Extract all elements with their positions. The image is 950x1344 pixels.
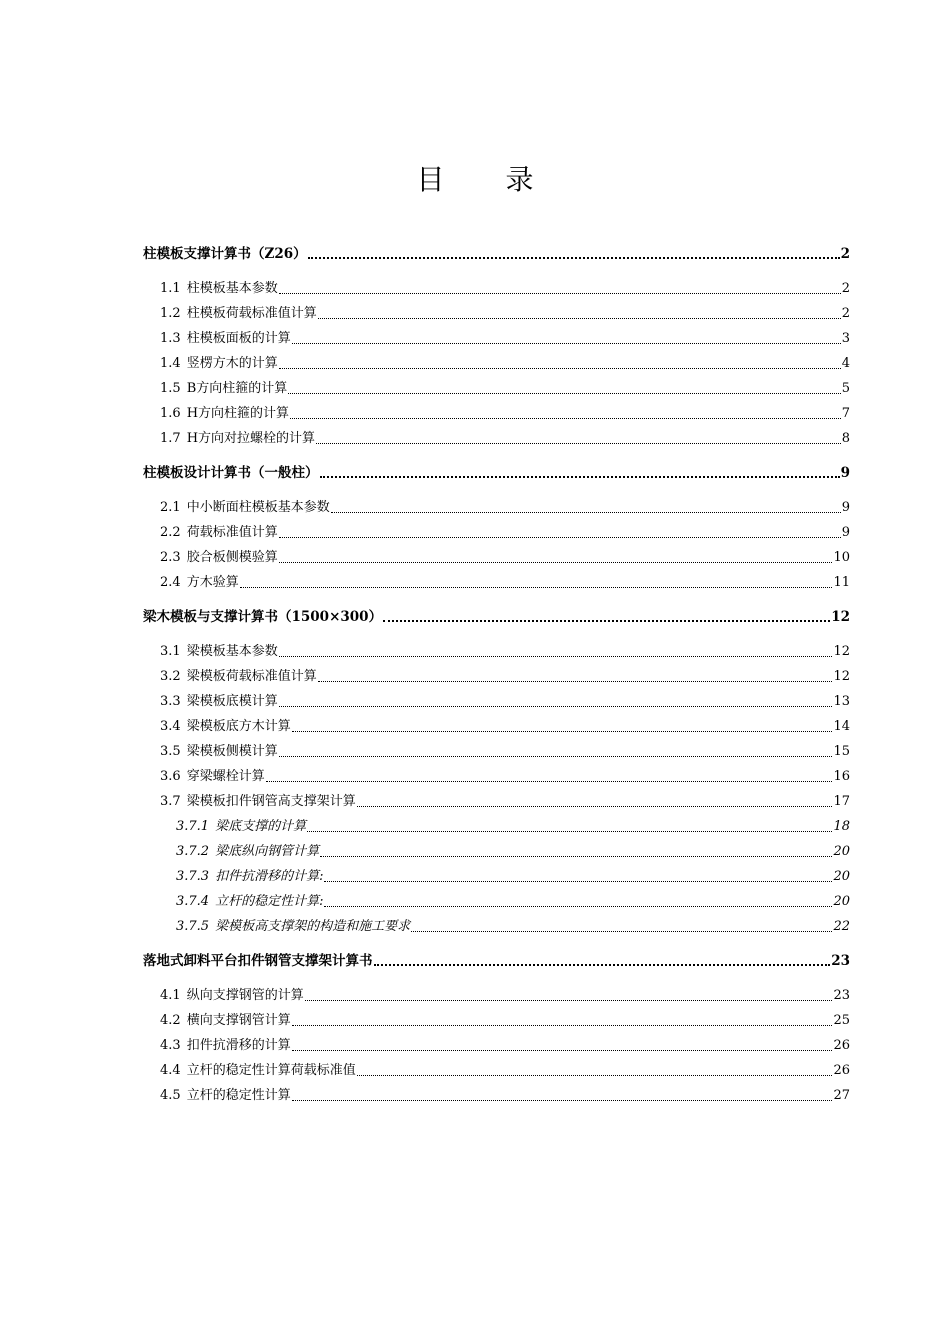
toc-page-number: 13 [833,694,850,709]
toc-page-number: 9 [841,525,850,540]
toc-leader-dots [279,561,833,563]
toc-entry[interactable] [143,1081,850,1106]
toc-leader-dots [240,586,833,588]
toc-entry[interactable] [143,324,850,349]
toc-entry[interactable] [143,399,850,424]
toc-page-number: 10 [833,550,850,565]
toc-page-number: 9 [840,465,850,481]
toc-leader-dots [279,292,841,294]
toc-entry-number: 1.2 [160,306,181,321]
toc-leader-dots [320,855,832,857]
toc-entry-label: 梁模板底方木计算 [186,719,291,734]
toc-page-number: 11 [833,575,850,590]
toc-page-number: 2 [840,246,850,262]
toc-page-number: 27 [833,1088,850,1103]
toc-leader-dots [357,805,833,807]
toc-entry-number: 4.2 [160,1013,181,1028]
toc-subentry[interactable] [143,812,850,837]
toc-entry[interactable] [143,1006,850,1031]
toc-page-number: 23 [831,953,850,969]
toc-entry-label: 竖楞方木的计算 [186,356,278,371]
toc-page-number: 14 [833,719,850,734]
toc-subentry[interactable] [143,887,850,912]
table-of-contents [143,240,850,1106]
toc-entry[interactable] [143,374,850,399]
toc-leader-dots [316,442,841,444]
toc-entry[interactable] [143,349,850,374]
toc-entry-label: 胶合板侧模验算 [186,550,278,565]
toc-page-number: 26 [833,1038,850,1053]
toc-entry[interactable] [143,762,850,787]
toc-page-number: 25 [833,1013,850,1028]
toc-entry-number: 3.6 [160,769,181,784]
toc-page-number: 9 [841,500,850,515]
toc-leader-dots [324,905,832,907]
toc-entry-label: 梁底支撑的计算 [215,819,307,834]
toc-entry-label: H方向柱箍的计算 [186,406,290,421]
toc-section[interactable] [143,947,850,971]
toc-entry-label: 柱模板面板的计算 [186,331,291,346]
toc-entry-number: 1.3 [160,331,181,346]
toc-leader-dots [318,680,833,682]
toc-entry-number: 3.7.5 [176,919,210,934]
toc-entry-number: 3.7.3 [176,869,210,884]
toc-entry-number: 3.7 [160,794,181,809]
toc-entry[interactable] [143,1031,850,1056]
toc-leader-dots [292,342,841,344]
toc-subentry[interactable] [143,837,850,862]
toc-entry[interactable] [143,568,850,593]
toc-entry-label: 方木验算 [186,575,239,590]
toc-entry-number: 1.1 [160,281,181,296]
toc-entry[interactable] [143,274,850,299]
toc-entry-number: 2.1 [160,500,181,515]
toc-leader-dots [357,1074,833,1076]
toc-entry-number: 1.7 [160,431,181,446]
toc-entry-number: 2.2 [160,525,181,540]
toc-page-number: 26 [833,1063,850,1078]
toc-entry-label: 梁模板基本参数 [186,644,278,659]
toc-entry-label: B方向柱箍的计算 [186,381,288,396]
toc-entry[interactable] [143,543,850,568]
toc-leader-dots [292,1024,833,1026]
toc-entry-number: 3.7.2 [176,844,210,859]
toc-page-number: 16 [833,769,850,784]
toc-entry[interactable] [143,981,850,1006]
toc-entry-label: 梁模板侧模计算 [186,744,278,759]
toc-page-number: 5 [841,381,850,396]
toc-entry-number: 3.4 [160,719,181,734]
toc-page-number: 2 [841,306,850,321]
toc-entry-label: 扣件抗滑移的计算: [215,869,324,884]
toc-entry[interactable] [143,712,850,737]
toc-entry-label: 立杆的稳定性计算荷载标准值 [186,1063,356,1078]
toc-entry[interactable] [143,662,850,687]
toc-page-number: 2 [841,281,850,296]
toc-entry-label: 穿梁螺栓计算 [186,769,265,784]
toc-entry-number: 4.4 [160,1063,181,1078]
toc-leader-dots [292,730,833,732]
toc-entry[interactable] [143,637,850,662]
toc-page-number: 8 [841,431,850,446]
toc-entry-number: 4.1 [160,988,181,1003]
toc-entry-label: 柱模板荷载标准值计算 [186,306,317,321]
toc-leader-dots [383,619,830,622]
toc-entry[interactable] [143,687,850,712]
toc-leader-dots [307,830,832,832]
toc-entry-number: 4.3 [160,1038,181,1053]
toc-page-number: 12 [831,609,850,625]
toc-leader-dots [279,536,841,538]
toc-leader-dots [305,999,833,1001]
toc-page-number: 22 [833,919,850,934]
toc-entry-number: 2.3 [160,550,181,565]
toc-leader-dots [290,417,841,419]
toc-section-label: 柱模板支撑计算书（Z26） [143,246,307,262]
toc-page-number: 7 [841,406,850,421]
toc-entry-label: 梁底纵向钢管计算 [215,844,320,859]
toc-leader-dots [411,930,832,932]
toc-section[interactable] [143,240,850,264]
toc-page-number: 23 [833,988,850,1003]
toc-entry-label: 梁模板底模计算 [186,694,278,709]
toc-entry-label: 纵向支撑钢管的计算 [186,988,304,1003]
toc-section-label: 梁木模板与支撑计算书（1500×300） [143,609,383,625]
toc-leader-dots [331,511,841,513]
toc-section[interactable] [143,603,850,627]
toc-entry-number: 1.6 [160,406,181,421]
toc-page-number: 20 [833,894,850,909]
toc-section[interactable] [143,459,850,483]
toc-entry[interactable] [143,1056,850,1081]
toc-entry-number: 4.5 [160,1088,181,1103]
toc-page-number: 20 [833,869,850,884]
toc-leader-dots [308,256,840,259]
toc-entry-number: 3.5 [160,744,181,759]
toc-entry[interactable] [143,787,850,812]
toc-leader-dots [279,705,833,707]
toc-entry-number: 1.4 [160,356,181,371]
toc-entry-number: 3.2 [160,669,181,684]
toc-entry-label: H方向对拉螺栓的计算 [186,431,316,446]
toc-leader-dots [318,317,841,319]
toc-section-label: 落地式卸料平台扣件钢管支撑架计算书 [143,953,373,969]
toc-page-number: 12 [833,669,850,684]
toc-entry[interactable] [143,299,850,324]
toc-entry-label: 横向支撑钢管计算 [186,1013,291,1028]
toc-subentry[interactable] [143,862,850,887]
toc-leader-dots [292,1049,833,1051]
toc-leader-dots [292,1099,833,1101]
toc-page-number: 3 [841,331,850,346]
toc-section-label: 柱模板设计计算书（一般柱） [143,465,319,481]
toc-page-number: 15 [833,744,850,759]
toc-entry-label: 梁模板高支撑架的构造和施工要求 [215,919,411,934]
toc-entry-label: 柱模板基本参数 [186,281,278,296]
toc-entry-label: 梁模板扣件钢管高支撑架计算 [186,794,356,809]
toc-entry[interactable] [143,737,850,762]
toc-entry-label: 立杆的稳定性计算: [215,894,324,909]
toc-entry[interactable] [143,518,850,543]
toc-leader-dots [279,367,841,369]
toc-page-number: 20 [833,844,850,859]
toc-entry-label: 荷载标准值计算 [186,525,278,540]
toc-entry-label: 立杆的稳定性计算 [186,1088,291,1103]
toc-page-number: 18 [833,819,850,834]
toc-entry-number: 3.7.1 [176,819,210,834]
toc-entry-number: 3.7.4 [176,894,210,909]
toc-leader-dots [320,475,840,478]
toc-subentry[interactable] [143,912,850,937]
toc-entry-number: 3.1 [160,644,181,659]
toc-entry-number: 2.4 [160,575,181,590]
toc-leader-dots [279,655,833,657]
toc-page-number: 4 [841,356,850,371]
toc-entry-number: 1.5 [160,381,181,396]
toc-page-number: 17 [833,794,850,809]
toc-entry-number: 3.3 [160,694,181,709]
toc-entry-label: 中小断面柱模板基本参数 [186,500,330,515]
toc-leader-dots [324,880,832,882]
toc-leader-dots [374,963,831,966]
page-title: 目 录 [416,163,560,196]
toc-leader-dots [288,392,840,394]
toc-page-number: 12 [833,644,850,659]
toc-leader-dots [279,755,833,757]
toc-entry-label: 梁模板荷载标准值计算 [186,669,317,684]
toc-entry-label: 扣件抗滑移的计算 [186,1038,291,1053]
toc-entry[interactable] [143,424,850,449]
toc-leader-dots [266,780,833,782]
toc-entry[interactable] [143,493,850,518]
